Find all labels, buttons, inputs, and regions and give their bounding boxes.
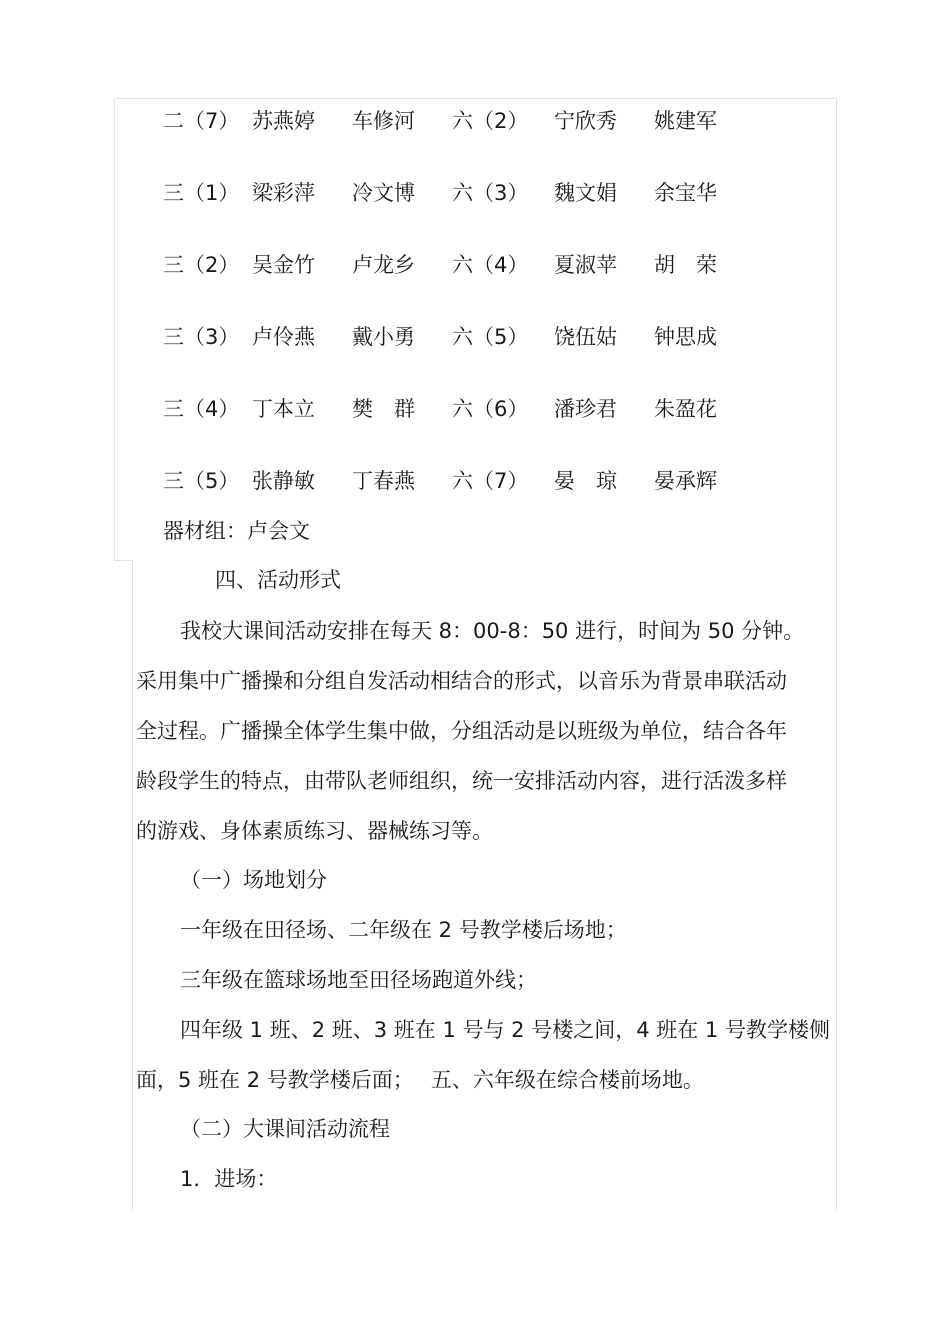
roster-row	[0, 178, 950, 208]
roster-row	[0, 106, 950, 136]
paragraph-line: 龄段学生的特点，由带队老师组织，统一安排活动内容，进行活泼多样	[136, 769, 787, 793]
teacher-name: 胡 荣	[654, 253, 717, 277]
class-label: 三（5）	[163, 469, 240, 493]
class-label: 六（2）	[452, 109, 529, 133]
teacher-name: 卢龙乡	[352, 253, 415, 277]
subsection-heading: （二）大课间活动流程	[180, 1117, 390, 1141]
teacher-name: 卢伶燕	[252, 325, 315, 349]
class-label: 六（3）	[452, 181, 529, 205]
teacher-name: 冷文博	[352, 181, 415, 205]
teacher-name: 樊 群	[352, 397, 415, 421]
teacher-name: 吴金竹	[252, 253, 315, 277]
table-border-left-lower	[132, 560, 133, 1210]
roster-row	[0, 322, 950, 352]
teacher-name: 丁本立	[252, 397, 315, 421]
teacher-name: 钟思成	[654, 325, 717, 349]
teacher-name: 晏承辉	[654, 469, 717, 493]
paragraph-line: 采用集中广播操和分组自发活动相结合的形式，以音乐为背景串联活动	[136, 669, 787, 693]
paragraph-line: 四年级 1 班、2 班、3 班在 1 号与 2 号楼之间，4 班在 1 号教学楼侧	[180, 1018, 830, 1042]
teacher-name: 潘珍君	[554, 397, 617, 421]
teacher-name: 车修河	[352, 109, 415, 133]
teacher-name: 宁欣秀	[554, 109, 617, 133]
section-heading: 四、活动形式	[215, 568, 341, 592]
class-label: 六（5）	[452, 325, 529, 349]
teacher-name: 朱盈花	[654, 397, 717, 421]
class-label: 六（7）	[452, 469, 529, 493]
teacher-name: 张静敏	[252, 469, 315, 493]
equipment-group-line: 器材组：卢会文	[163, 519, 310, 543]
class-label: 三（3）	[163, 325, 240, 349]
paragraph-line: 全过程。广播操全体学生集中做，分组活动是以班级为单位，结合各年	[136, 719, 787, 743]
roster-row	[0, 394, 950, 424]
roster-row	[0, 250, 950, 280]
class-label: 六（4）	[452, 253, 529, 277]
paragraph-line: 一年级在田径场、二年级在 2 号教学楼后场地；	[180, 918, 627, 942]
teacher-name: 丁春燕	[352, 469, 415, 493]
teacher-name: 梁彩萍	[252, 181, 315, 205]
teacher-name: 夏淑苹	[554, 253, 617, 277]
paragraph-line: 的游戏、身体素质练习、器械练习等。	[136, 819, 493, 843]
class-label: 三（4）	[163, 397, 240, 421]
paragraph-line: 面，5 班在 2 号教学楼后面； 五、六年级在综合楼前场地。	[136, 1068, 704, 1092]
class-label: 六（6）	[452, 397, 529, 421]
teacher-name: 姚建军	[654, 109, 717, 133]
table-border-step	[114, 560, 133, 561]
class-label: 二（7）	[163, 109, 240, 133]
class-label: 三（2）	[163, 253, 240, 277]
teacher-name: 苏燕婷	[252, 109, 315, 133]
paragraph-line: 三年级在篮球场地至田径场跑道外线；	[180, 968, 537, 992]
class-label: 三（1）	[163, 181, 240, 205]
teacher-name: 魏文娟	[554, 181, 617, 205]
teacher-name: 晏 琼	[554, 469, 617, 493]
teacher-name: 饶伍姑	[554, 325, 617, 349]
step-heading: 1．进场：	[180, 1167, 278, 1191]
table-border-top	[114, 98, 837, 99]
roster-row	[0, 466, 950, 496]
subsection-heading: （一）场地划分	[180, 868, 327, 892]
paragraph-line: 我校大课间活动安排在每天 8：00-8：50 进行，时间为 50 分钟。	[180, 619, 805, 643]
teacher-name: 余宝华	[654, 181, 717, 205]
teacher-name: 戴小勇	[352, 325, 415, 349]
